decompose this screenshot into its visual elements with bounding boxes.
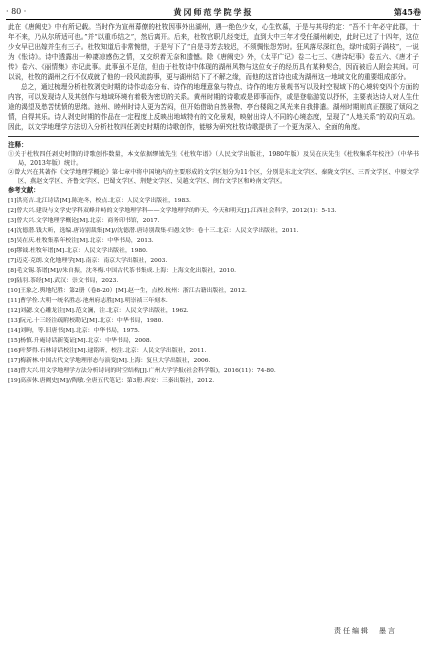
reference-item: [15]杨慎.升庵诗话新笺证[M].北京：中华书局，2008. — [8, 338, 152, 344]
reference-item: [13]阮元.十三经注疏附校勘记[M].北京：中华书局，1980. — [8, 318, 164, 324]
body-paragraph: 总之，通过梳理分析杜牧剥史时期的诗作动态分布、诗作的地理意象与特点、诗作的地方景观书写以及时空视域下的心境转变四个方面的内容，可以发现诗人及其创作与地域环境有着极为密切的关系。黄州时期的诗歌或是即事而作，或是登临游览以抒怀，主要表达诗人对人生仕途的渴望及愁苦忧愤的思绪。池州、睦州时诗人更为苦闷，但开始借助自然景物、亭台楼阁之风光来自我排遣。湖州时期则真正摆脱了烦闷之情，自得其乐。诗人剥史时期的作品在一定程度上反映出地域特有的文化景观，映射出诗人不同的心境态度，呈现了“人地关系”的双向互动。因此，以文学地理学方法切入分析杜牧四任剥史时期的诗歌创作，能够为研究杜牧诗歌提供了一个更为深入、全面的角度。 — [8, 83, 419, 131]
reference-item: [7]迈克·克朗.文化地理学[M].南京：南京大学出版社，2003. — [8, 258, 168, 264]
notes-heading: 注释： — [8, 141, 28, 149]
reference-item: [6]缪钺.杜牧年谱[M].北京：人民文学出版社，1980. — [8, 248, 148, 254]
reference-item: [4]沈德潜.钱大昕，选编.唐诗别裁集[M]//沈德潜.唐诗别裁集·归愚文钞：卷十三.北京：人民文学出版社，2011. — [8, 228, 299, 234]
reference-item: [18]曾大兴.用文学地理学方法分析诗词的时空结构[J].广州大学学报(社会科学版)，2016(11)：74-80. — [8, 368, 276, 374]
reference-item: [19]高彦休.唐阙史[M]//陶敏.全唐五代笔记：第3册.西安：三秦出版社，2012. — [8, 378, 215, 384]
reference-item: [8]毛文锡.茶谱[M]//朱自振，沈冬梅.中国古代茶书集成.上海：上海文化出版社，2010. — [8, 268, 237, 274]
reference-item: [14]刘昫，等.旧唐书[M].北京：中华书局，1975. — [8, 328, 140, 334]
reference-item: [10]王象之.舆地纪胜：第2册（卷8-20）[M].赵一生，点校.杭州：浙江古籍出版社，2012. — [8, 288, 247, 294]
references-heading: 参考文献： — [8, 187, 40, 194]
page-header — [6, 6, 421, 18]
header-rule — [6, 19, 421, 20]
journal-title: 黄冈师范学院学报 — [173, 7, 254, 17]
article-body — [8, 22, 419, 386]
reference-item: [17]梅新林.中国古代文学地理形态与演变[M].上海：复旦大学出版社，2006. — [8, 358, 211, 364]
page-number: · 80 · — [6, 7, 27, 16]
reference-item: [16]叶梦得.石林诗话校注[M].逯铭昕，校注.北京：人民文学出版社，2011. — [8, 348, 207, 354]
reference-item: [2]曾大兴.建设与文学史学科双峰并峙的文学地理学科——文学地理学的昨天、今天和明天[J].江西社会科学，2012(1)：5-13. — [8, 208, 337, 214]
reference-item: [9]陆羽.茶经[M].武汉：崇文书局，2023. — [8, 278, 119, 284]
notes-divider — [8, 136, 419, 137]
note-item: ①关于杜牧四任剥史时期的诗歌创作数量，本文依据缪钺先生《杜牧年谱》（人民文学出版社，1980年版）及吴在庆先生《杜牧集系年校注》（中华书局，2013年版）统计。 — [8, 151, 419, 167]
reference-item: [12]刘勰.文心雕龙注[M].范文澜，注.北京：人民文学出版社，1962. — [8, 308, 189, 314]
reference-item: [11]曹学佺.大明一统名胜志·池州府志胜[M].明崇祯三年刻本. — [8, 298, 168, 304]
body-paragraph: 此在《唐阙史》中有所记载。当时作为宣州幕僚的杜牧因事外出湖州，遇一绝色少女，心生钦慕，于是与其母约定：“吾不十年必守此郡，十年不来，乃从尔所适可也。”并“以重币结之”，然后离开。后来，杜牧官职几经变迁，直到大中三年才受任湖州刺史，此时已过了十四年，这位少女早已出嫁并生有三子。杜牧知道后非常惋惜，于是写下了“自是寻芳去较迟，不须惆怅怨芳时。狂风落尽深红色，绿叶成阴子满枝”，一说为《怅诗》。诗中透露出一种凄凉感伤之情，又交织着无奈和遗憾。除《唐阙史》外，《太平广记》卷二七三、《唐诗纪事》卷五六、《唐才子传》卷六、《丽情集》亦记此事。此事虽不足信，但由于杜牧诗中体现的湖州风物与这位女子的经历具有某种契合，因而被后人附会其间。可以说，杜牧的湖州之行不仅成就了他的一段风流韵事，更与湖州结下了不解之缘，而他的这首诗也成为湖州这一地域文化的重要组成部分。 — [8, 23, 419, 81]
reference-item: [3]曾大兴.文学地理学概论[M].北京：商务印书馆，2017. — [8, 218, 160, 224]
responsible-editor: 责任编辑 墨言 — [334, 627, 397, 635]
volume-label: 第45卷 — [393, 7, 421, 17]
reference-item: [5]吴在庆.杜牧集系年校注[M].北京：中华书局，2013. — [8, 238, 154, 244]
note-item: ②曾大兴在其著作《文学地理学概论》第七章中将中国境内的主要形成的文学区划分为11个区，分别是东北文学区、秦陇文学区、三晋文学区、中原文学区、燕赵文学区、齐鲁文学区、巴蜀文学区、荆楚文学区、吴越文学区、闽台文学区和岭南文学区。 — [8, 169, 419, 185]
reference-item: [1]洪亮吉.北江诗话[M].陈迩冬，校点.北京：人民文学出版社，1983. — [8, 198, 191, 204]
